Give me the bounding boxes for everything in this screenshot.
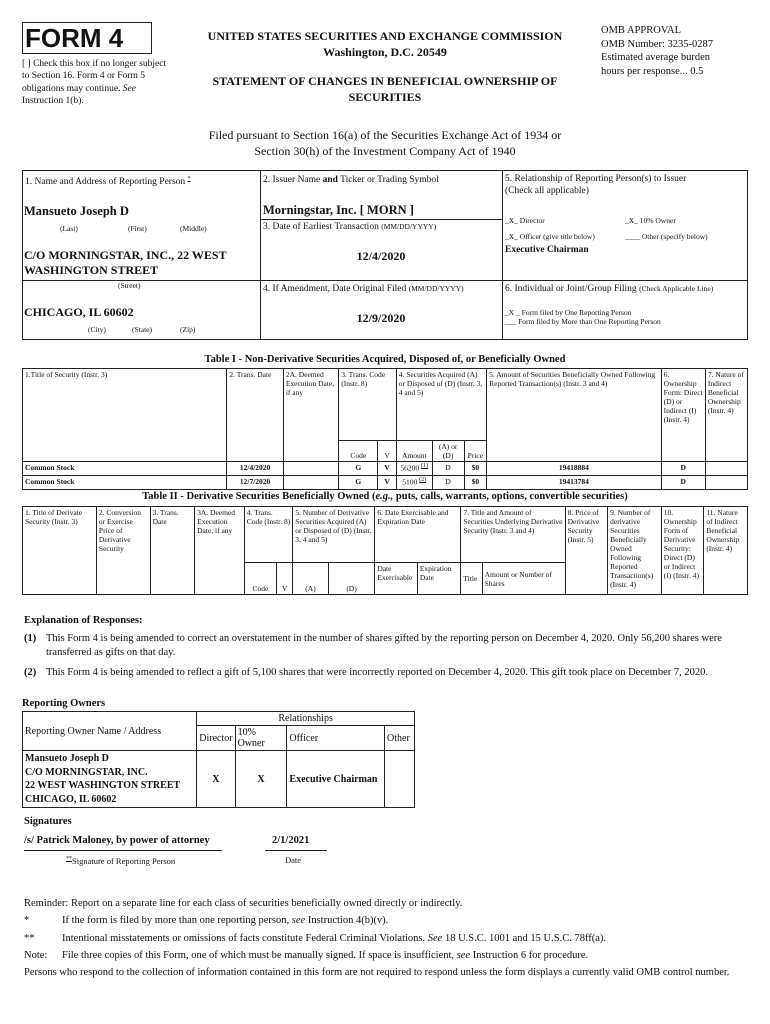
box3-label: 3. Date of Earliest Transaction (MM/DD/YYYY) <box>263 222 437 232</box>
t1-h5: 5. Amount of Securities Beneficially Owned Following Reported Transaction(s) (Instr. 3 and 4) <box>487 369 662 462</box>
signer: /s/ Patrick Maloney, by power of attorney <box>24 835 210 846</box>
officer-title: Executive Chairman <box>505 245 589 255</box>
other-check[interactable]: ____ Other (specify below) <box>625 232 708 241</box>
filed-pursuant: Filed pursuant to Section 16(a) of the Securities Exchange Act of 1934 or Section 30(h) of the Investment Company Act of 1940 <box>208 128 562 158</box>
t1-h7: 7. Nature of Indirect Beneficial Ownership (Instr. 4) <box>705 369 747 462</box>
t2-h11: 11. Nature of Indirect Beneficial Ownership (Instr. 4) <box>704 507 748 595</box>
t2-h5: 5. Number of Derivative Securities Acquired (A) or Disposed of (D) (Instr. 3, 4 and 5) <box>293 507 375 563</box>
table1-title: Table I - Non-Derivative Securities Acquired, Disposed of, or Beneficially Owned <box>204 354 566 365</box>
footer-persons: Persons who respond to the collection of information contained in this form are not required to respond unless the form displays a currently valid OMB control number. <box>24 967 730 978</box>
table-row: Mansueto Joseph D C/O MORNINGSTAR, INC. 22 WEST WASHINGTON STREET CHICAGO, IL 60602 X X Executive Chairman <box>23 751 415 808</box>
signatures-heading: Signatures <box>24 816 72 827</box>
t1-h2a: 2A. Deemed Execution Date, if any <box>283 369 338 462</box>
director-check[interactable]: _X_ Director <box>505 216 545 225</box>
table2-title: Table II - Derivative Securities Beneficially Owned (e.g., puts, calls, warrants, options, convertible securities) <box>142 491 628 502</box>
filing-type <box>505 308 661 326</box>
reporting-owners-heading: Reporting Owners <box>22 698 106 709</box>
t2-h2: 2. Conversion or Exercise Price of Derivative Security <box>96 507 150 595</box>
footer-double-star: ** Intentional misstatements or omissions of facts constitute Federal Criminal Violations. See 18 U.S.C. 1001 and 15 U.S.C. 78ff(a). <box>24 933 607 944</box>
original-filed-date: 12/9/2020 <box>356 311 406 325</box>
t2-h1: 1. Title of Derivate Security (Instr. 3) <box>23 507 97 595</box>
t1-h4: 4. Securities Acquired (A) or Disposed of (D) (Instr. 3, 4 and 5) <box>396 369 486 441</box>
t1-h6: 6. Ownership Form: Direct (D) or Indirect (I) (Instr. 4) <box>661 369 705 462</box>
t1-h2: 2. Trans. Date <box>227 369 283 462</box>
footer-note: Note: File three copies of this Form, one of which must be manually signed. If space is insufficient, see Instruction 6 for procedure. <box>24 950 589 961</box>
reporting-person-city: CHICAGO, IL 60602 <box>24 305 134 319</box>
footnote-2: (2) This Form 4 is being amended to reflect a gift of 5,100 shares that were incorrectly reported on December 4, 2020. This gift took place on December 7, 2020. <box>24 667 708 678</box>
reporting-person-name: Mansueto Joseph D <box>24 204 129 218</box>
box6-label: 6. Individual or Joint/Group Filing (Check Applicable Line) <box>505 284 714 294</box>
t2-h3: 3. Trans. Date <box>150 507 195 595</box>
table1 <box>22 368 748 490</box>
statement-title: STATEMENT OF CHANGES IN BENEFICIAL OWNERSHIP OF SECURITIES <box>212 74 558 104</box>
issuer-name: Morningstar, Inc. [ MORN ] <box>263 203 414 217</box>
date-label: Date <box>285 855 302 865</box>
officer-check[interactable]: _X_ Officer (give title below) <box>505 232 595 241</box>
form-title-box <box>22 22 152 54</box>
footer-star: * If the form is filed by more than one reporting person, see Instruction 4(b)(v). <box>24 915 389 926</box>
box2-label: 2. Issuer Name and Ticker or Trading Symbol <box>263 175 439 185</box>
t1-sub-price: Price <box>464 441 487 462</box>
explanation-heading: Explanation of Responses: <box>24 615 143 626</box>
group-check[interactable]: ___ Form filed by More than One Reporting Person <box>505 317 661 326</box>
t2-h9: 9. Number of derivative Securities Beneficially Owned Following Reported Transaction(s) (Instr. 4) <box>608 507 662 595</box>
t2-h8: 8. Price of Derivative Security (Instr. 5) <box>565 507 608 595</box>
box4-label: 4. If Amendment, Date Original Filed (MM/DD/YYYY) <box>263 284 464 294</box>
t1-sub-v: V <box>378 441 396 462</box>
t1-sub-amount: Amount <box>396 441 432 462</box>
box5-label: 5. Relationship of Reporting Person(s) to Issuer (Check all applicable) <box>505 174 687 197</box>
check-box-note: [ ] Check this box if no longer subject to Section 16. Form 4 or Form 5 obligations may continue. See Instruction 1(b). <box>22 59 167 107</box>
t2-h7: 7. Title and Amount of Securities Underlying Derivative Security (Instr. 3 and 4) <box>461 507 565 563</box>
t2-h3a: 3A. Deemed Execution Date, if any <box>195 507 245 595</box>
box1-label: 1. Name and Address of Reporting Person * <box>25 176 191 188</box>
signature-label: **Signature of Reporting Person <box>66 856 176 866</box>
reporting-person-street: C/O MORNINGSTAR, INC., 22 WEST WASHINGTON STREET <box>24 248 227 277</box>
form-title: FORM 4 <box>25 23 124 53</box>
t2-h4: 4. Trans. Code (Instr. 8) <box>244 507 293 563</box>
agency-name: UNITED STATES SECURITIES AND EXCHANGE COMMISSION Washington, D.C. 20549 <box>207 29 563 59</box>
footnote-1: (1) This Form 4 is being amended to correct an overstatement in the number of shares gifted by the reporting person on December 4, 2020. Only 56,200 shares were transferred as gifts on that day. <box>24 633 722 658</box>
table-row: Common Stock 12/4/2020 G V 56200 $^{(1)}$ D $0 19418884 D <box>23 462 748 476</box>
t1-sub-aord: (A) or (D) <box>432 441 464 462</box>
signature-date: 2/1/2021 <box>272 835 310 846</box>
reminder: Reminder: Report on a separate line for each class of securities beneficially owned directly or indirectly. <box>24 898 463 909</box>
table-row: Common Stock 12/7/2020 G V 5100 $^{(2)}$ D $0 19413784 D <box>23 476 748 490</box>
reporting-owners-table: Reporting Owner Name / Address Relationships Director 10% Owner Officer Other Mansueto Joseph D C/O MORNINGSTAR, INC. 22 WEST WASHINGTON STREET CHICAGO, IL 60602 X X Executive Chairman <box>22 711 415 808</box>
t1-sub-code: Code <box>339 441 378 462</box>
t1-h1: 1.Title of Security (Instr. 3) <box>23 369 227 462</box>
ten-pct-check[interactable]: _X_ 10% Owner <box>625 216 676 225</box>
table2: 1. Title of Derivate Security (Instr. 3) 2. Conversion or Exercise Price of Derivative Security 3. Trans. Date 3A. Deemed Execution Date, if any 4. Trans. Code (Instr. 8) 5. Number of Derivative Securities Acquired (A) or Disposed of (D) (Instr. 3, 4 and 5) 6. Date Exercisable and Expiration Date 7. Title and Amount of Securities Underlying Derivative Security (Instr. 3 and 4) 8. Price of Derivative Security (Instr. 5) 9. Number of derivative Securities Beneficially Owned Following Reported Transaction(s) (Instr. 4) 10. Ownership Form of Derivative Security: Direct (D) or Indirect (I) (Instr. 4) 11. Nature of Indirect Beneficial Ownership (Instr. 4) Code V (A) (D) Date Exercisable Expiration Date Title Amount or Number of Shares <box>22 506 748 595</box>
t1-h3: 3. Trans. Code (Instr. 8) <box>339 369 397 441</box>
one-person-check[interactable]: _X _ Form filed by One Reporting Person <box>505 308 632 317</box>
earliest-transaction-date: 12/4/2020 <box>356 249 406 263</box>
street-label: (Street) <box>118 281 141 290</box>
t2-h10: 10. Ownership Form of Derivative Security: Direct (D) or Indirect (I) (Instr. 4) <box>661 507 704 595</box>
t2-h6: 6. Date Exercisable and Expiration Date <box>375 507 461 563</box>
omb-approval: OMB APPROVAL OMB Number: 3235-0287 Estimated average burden hours per response... 0.5 <box>601 25 713 77</box>
